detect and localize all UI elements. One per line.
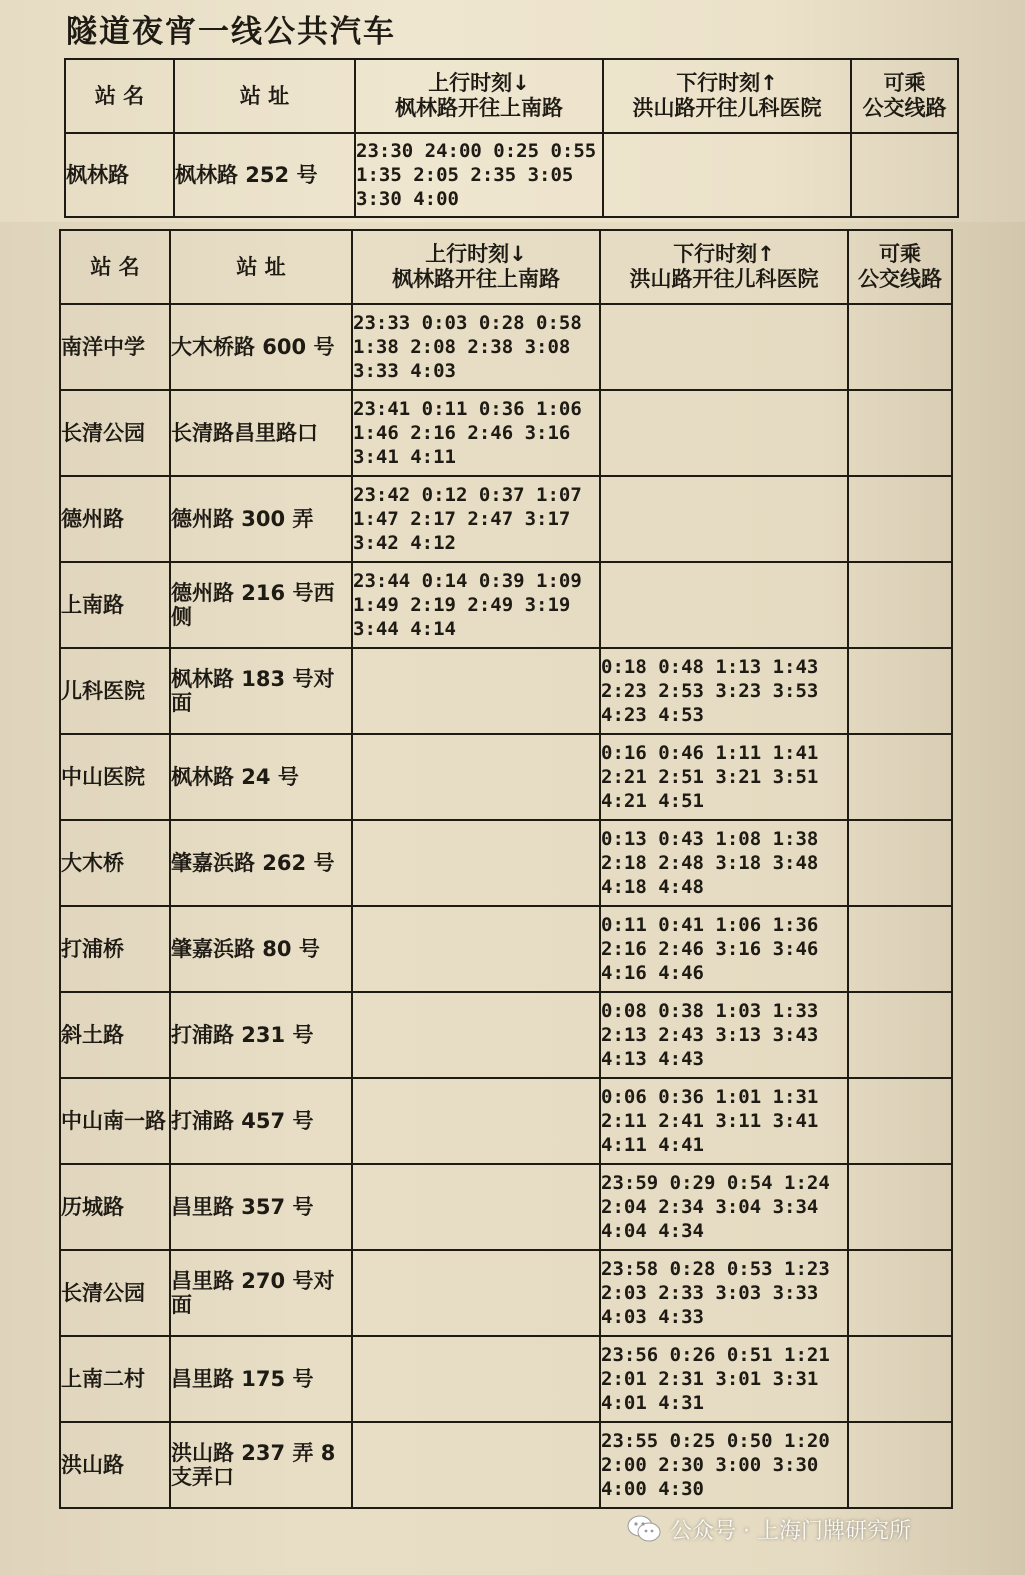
station-name: 上南路 — [60, 562, 170, 648]
station-name: 长清公园 — [60, 390, 170, 476]
header-up: 上行时刻↓ 枫林路开往上南路 — [355, 59, 603, 133]
table-row — [60, 476, 952, 562]
header-address: 站 址 — [174, 59, 355, 133]
station-name: 大木桥 — [60, 820, 170, 906]
up-times: 23:44 0:14 0:39 1:09 1:49 2:19 2:49 3:19 3:44 4:14 — [352, 562, 600, 648]
down-times — [600, 562, 848, 648]
header-row — [60, 230, 952, 304]
wechat-icon — [626, 1514, 662, 1544]
header-station: 站 名 — [65, 59, 174, 133]
down-times: 0:08 0:38 1:03 1:33 2:13 2:43 3:13 3:43 4:13 4:43 — [600, 992, 848, 1078]
header-address: 站 址 — [170, 230, 352, 304]
transfer-lines — [848, 992, 952, 1078]
station-name: 儿科医院 — [60, 648, 170, 734]
station-address: 德州路 300 弄 — [170, 476, 352, 562]
station-name: 中山南一路 — [60, 1078, 170, 1164]
transfer-lines — [848, 476, 952, 562]
header-transfer: 可乘 公交线路 — [851, 59, 958, 133]
timetable-main — [59, 229, 953, 1509]
down-times: 0:13 0:43 1:08 1:38 2:18 2:48 3:18 3:48 4:18 4:48 — [600, 820, 848, 906]
up-times — [352, 906, 600, 992]
timetable-top — [64, 58, 959, 218]
table-row — [65, 133, 958, 217]
table-row — [60, 1250, 952, 1336]
down-times: 23:58 0:28 0:53 1:23 2:03 2:33 3:03 3:33 4:03 4:33 — [600, 1250, 848, 1336]
station-address: 肇嘉浜路 262 号 — [170, 820, 352, 906]
down-times: 23:59 0:29 0:54 1:24 2:04 2:34 3:04 3:34 4:04 4:34 — [600, 1164, 848, 1250]
station-address: 昌里路 270 号对面 — [170, 1250, 352, 1336]
down-times: 0:11 0:41 1:06 1:36 2:16 2:46 3:16 3:46 4:16 4:46 — [600, 906, 848, 992]
up-times — [352, 648, 600, 734]
transfer-lines — [848, 390, 952, 476]
down-times — [603, 133, 851, 217]
table-row — [60, 1164, 952, 1250]
table-row — [60, 906, 952, 992]
station-name: 洪山路 — [60, 1422, 170, 1508]
station-address: 昌里路 357 号 — [170, 1164, 352, 1250]
header-down: 下行时刻↑ 洪山路开往儿科医院 — [603, 59, 851, 133]
up-times: 23:33 0:03 0:28 0:58 1:38 2:08 2:38 3:08 3:33 4:03 — [352, 304, 600, 390]
station-address: 打浦路 231 号 — [170, 992, 352, 1078]
header-transfer: 可乘 公交线路 — [848, 230, 952, 304]
watermark-text: 公众号 · 上海门牌研究所 — [670, 1518, 911, 1544]
up-times: 23:42 0:12 0:37 1:07 1:47 2:17 2:47 3:17 3:42 4:12 — [352, 476, 600, 562]
station-address: 枫林路 252 号 — [174, 133, 355, 217]
transfer-lines — [848, 648, 952, 734]
station-name: 打浦桥 — [60, 906, 170, 992]
transfer-lines — [848, 820, 952, 906]
transfer-lines — [848, 1078, 952, 1164]
station-name: 长清公园 — [60, 1250, 170, 1336]
transfer-lines — [848, 734, 952, 820]
station-name: 德州路 — [60, 476, 170, 562]
down-times: 0:16 0:46 1:11 1:41 2:21 2:51 3:21 3:51 4:21 4:51 — [600, 734, 848, 820]
table-row — [60, 992, 952, 1078]
down-times — [600, 390, 848, 476]
up-times — [352, 1336, 600, 1422]
station-address: 德州路 216 号西侧 — [170, 562, 352, 648]
up-times — [352, 1164, 600, 1250]
station-name: 南洋中学 — [60, 304, 170, 390]
transfer-lines — [848, 304, 952, 390]
station-address: 大木桥路 600 号 — [170, 304, 352, 390]
up-times — [352, 1078, 600, 1164]
transfer-lines — [848, 1250, 952, 1336]
station-address: 肇嘉浜路 80 号 — [170, 906, 352, 992]
station-address: 枫林路 24 号 — [170, 734, 352, 820]
up-times — [352, 992, 600, 1078]
table-row — [60, 820, 952, 906]
down-times: 0:06 0:36 1:01 1:31 2:11 2:41 3:11 3:41 4:11 4:41 — [600, 1078, 848, 1164]
transfer-lines — [848, 906, 952, 992]
transfer-lines — [848, 562, 952, 648]
table-row — [60, 304, 952, 390]
station-address: 枫林路 183 号对面 — [170, 648, 352, 734]
up-times — [352, 1422, 600, 1508]
up-times: 23:41 0:11 0:36 1:06 1:46 2:16 2:46 3:16 3:41 4:11 — [352, 390, 600, 476]
station-name: 枫林路 — [65, 133, 174, 217]
table-row — [60, 390, 952, 476]
table-row — [60, 1422, 952, 1508]
station-address: 长清路昌里路口 — [170, 390, 352, 476]
station-address: 洪山路 237 弄 8 支弄口 — [170, 1422, 352, 1508]
down-times: 0:18 0:48 1:13 1:43 2:23 2:53 3:23 3:53 4:23 4:53 — [600, 648, 848, 734]
table-row — [60, 562, 952, 648]
watermark — [626, 1511, 911, 1547]
station-name: 历城路 — [60, 1164, 170, 1250]
station-address: 打浦路 457 号 — [170, 1078, 352, 1164]
table-row — [60, 1336, 952, 1422]
station-name: 上南二村 — [60, 1336, 170, 1422]
transfer-lines — [851, 133, 958, 217]
up-times — [352, 820, 600, 906]
header-station: 站 名 — [60, 230, 170, 304]
header-up: 上行时刻↓ 枫林路开往上南路 — [352, 230, 600, 304]
down-times — [600, 304, 848, 390]
page-title: 隧道夜宵一线公共汽车 — [66, 14, 396, 50]
station-address: 昌里路 175 号 — [170, 1336, 352, 1422]
up-times: 23:30 24:00 0:25 0:55 1:35 2:05 2:35 3:05 3:30 4:00 — [355, 133, 603, 217]
table-row — [60, 734, 952, 820]
down-times — [600, 476, 848, 562]
down-times: 23:56 0:26 0:51 1:21 2:01 2:31 3:01 3:31 4:01 4:31 — [600, 1336, 848, 1422]
station-name: 斜土路 — [60, 992, 170, 1078]
down-times: 23:55 0:25 0:50 1:20 2:00 2:30 3:00 3:30 4:00 4:30 — [600, 1422, 848, 1508]
transfer-lines — [848, 1164, 952, 1250]
header-down: 下行时刻↑ 洪山路开往儿科医院 — [600, 230, 848, 304]
transfer-lines — [848, 1336, 952, 1422]
up-times — [352, 1250, 600, 1336]
table-row — [60, 1078, 952, 1164]
table-row — [60, 648, 952, 734]
station-name: 中山医院 — [60, 734, 170, 820]
transfer-lines — [848, 1422, 952, 1508]
header-row — [65, 59, 958, 133]
up-times — [352, 734, 600, 820]
